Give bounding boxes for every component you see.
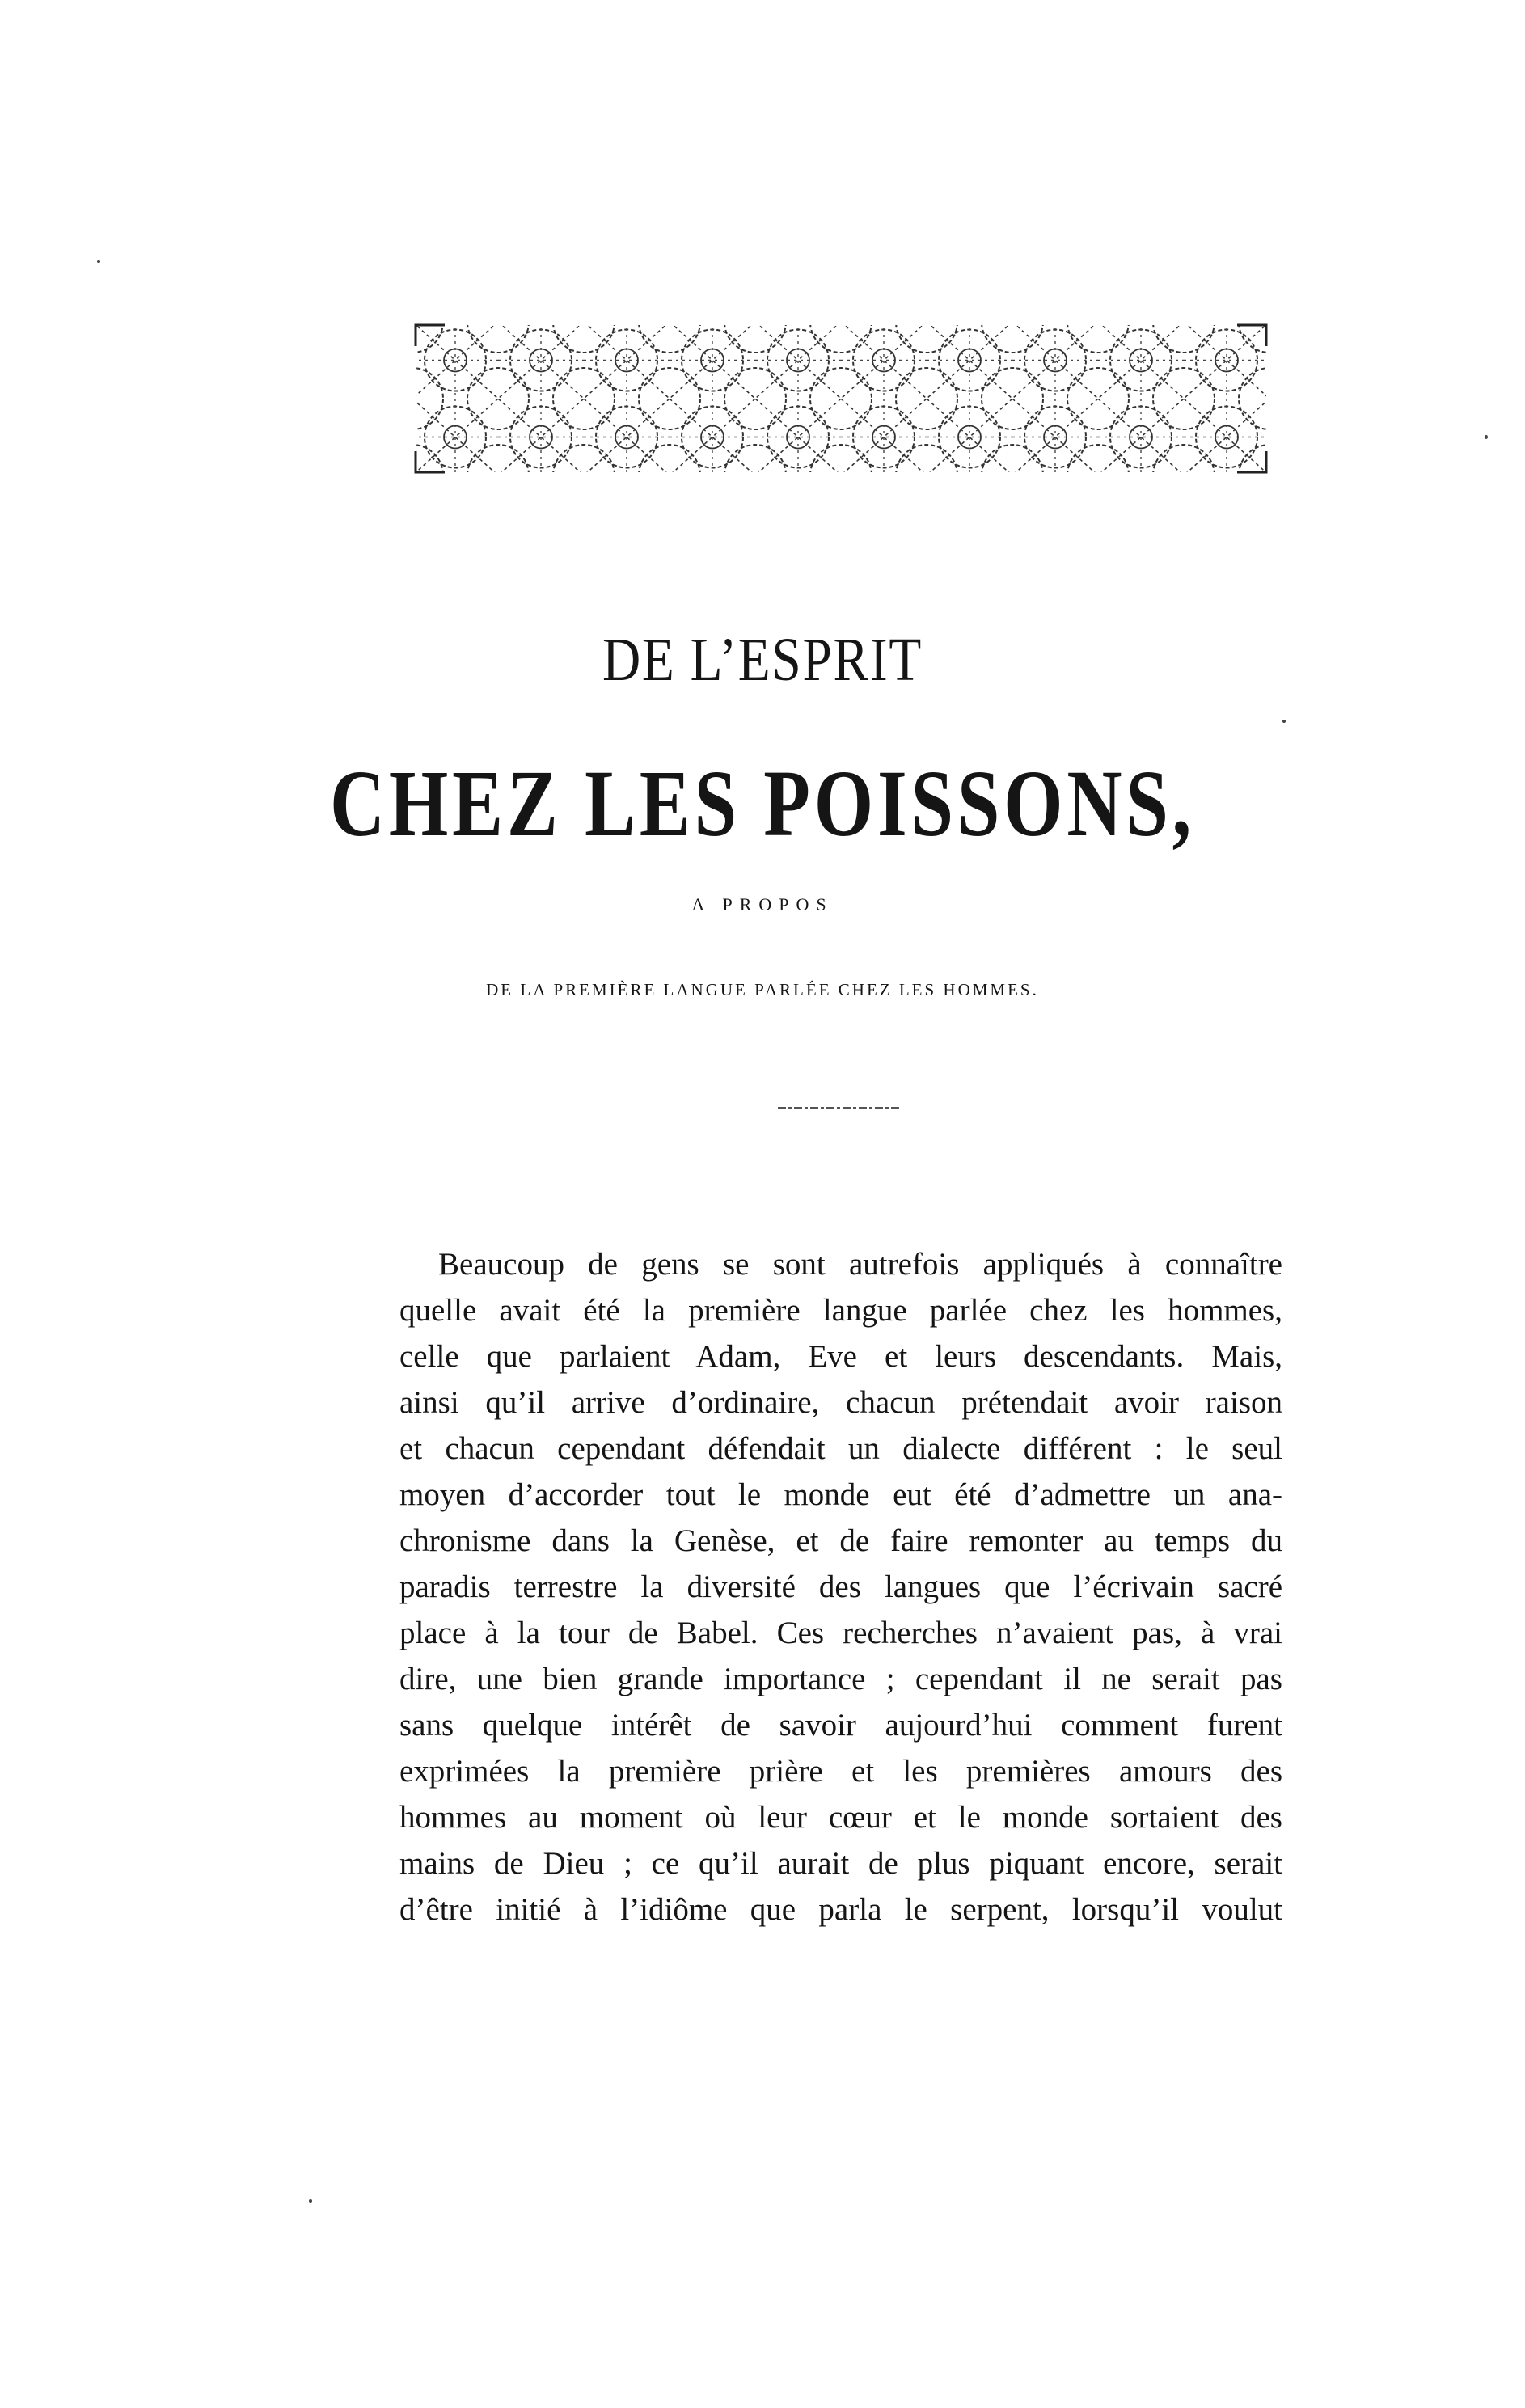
text-line: Beaucoup de gens se sont autrefois appliqués à connaître xyxy=(438,1247,1282,1282)
paper-speck xyxy=(97,260,100,263)
text-line: quelle avait été la première langue parlée chez les hommes, xyxy=(399,1293,1282,1328)
text-line: celle que parlaient Adam, Eve et leurs descendants. Mais, xyxy=(399,1339,1282,1374)
text-line: dire, une bien grande importance ; cependant il ne serait pas xyxy=(399,1662,1282,1696)
text-line: hommes au moment où leur cœur et le monde sortaient des xyxy=(399,1800,1282,1835)
text-line: et chacun cependant défendait un dialecte différent : le seul xyxy=(399,1431,1282,1466)
subtitle-line-2: DE LA PREMIÈRE LANGUE PARLÉE CHEZ LES HOMMES. xyxy=(486,980,1039,999)
body-paragraph xyxy=(399,1241,1282,1933)
lattice-ornament-icon xyxy=(412,322,1269,475)
paper-speck xyxy=(1485,435,1488,439)
text-line: exprimées la première prière et les premières amours des xyxy=(399,1754,1282,1789)
title-line-2: CHEZ LES POISSONS, xyxy=(329,750,1196,856)
section-divider xyxy=(778,1106,899,1109)
subtitle-line-1: A PROPOS xyxy=(691,894,834,915)
text-line: moyen d’accorder tout le monde eut été d’admettre un ana- xyxy=(399,1477,1282,1512)
text-line: d’être initié à l’idiôme que parla le serpent, lorsqu’il voulut xyxy=(399,1892,1282,1927)
text-line: chronisme dans la Genèse, et de faire remonter au temps du xyxy=(399,1523,1282,1558)
text-line: ainsi qu’il arrive d’ordinaire, chacun prétendait avoir raison xyxy=(399,1385,1282,1420)
text-line: paradis terrestre la diversité des langues que l’écrivain sacré xyxy=(399,1569,1282,1604)
paper-speck xyxy=(1282,720,1286,723)
paper-speck xyxy=(309,2199,312,2203)
title-line-1: DE L’ESPRIT xyxy=(602,626,923,694)
text-line: mains de Dieu ; ce qu’il aurait de plus piquant encore, serait xyxy=(399,1846,1282,1881)
ornamental-headpiece xyxy=(412,322,1269,475)
text-line: sans quelque intérêt de savoir aujourd’hui comment furent xyxy=(399,1708,1282,1743)
text-line: place à la tour de Babel. Ces recherches n’avaient pas, à vrai xyxy=(399,1616,1282,1650)
